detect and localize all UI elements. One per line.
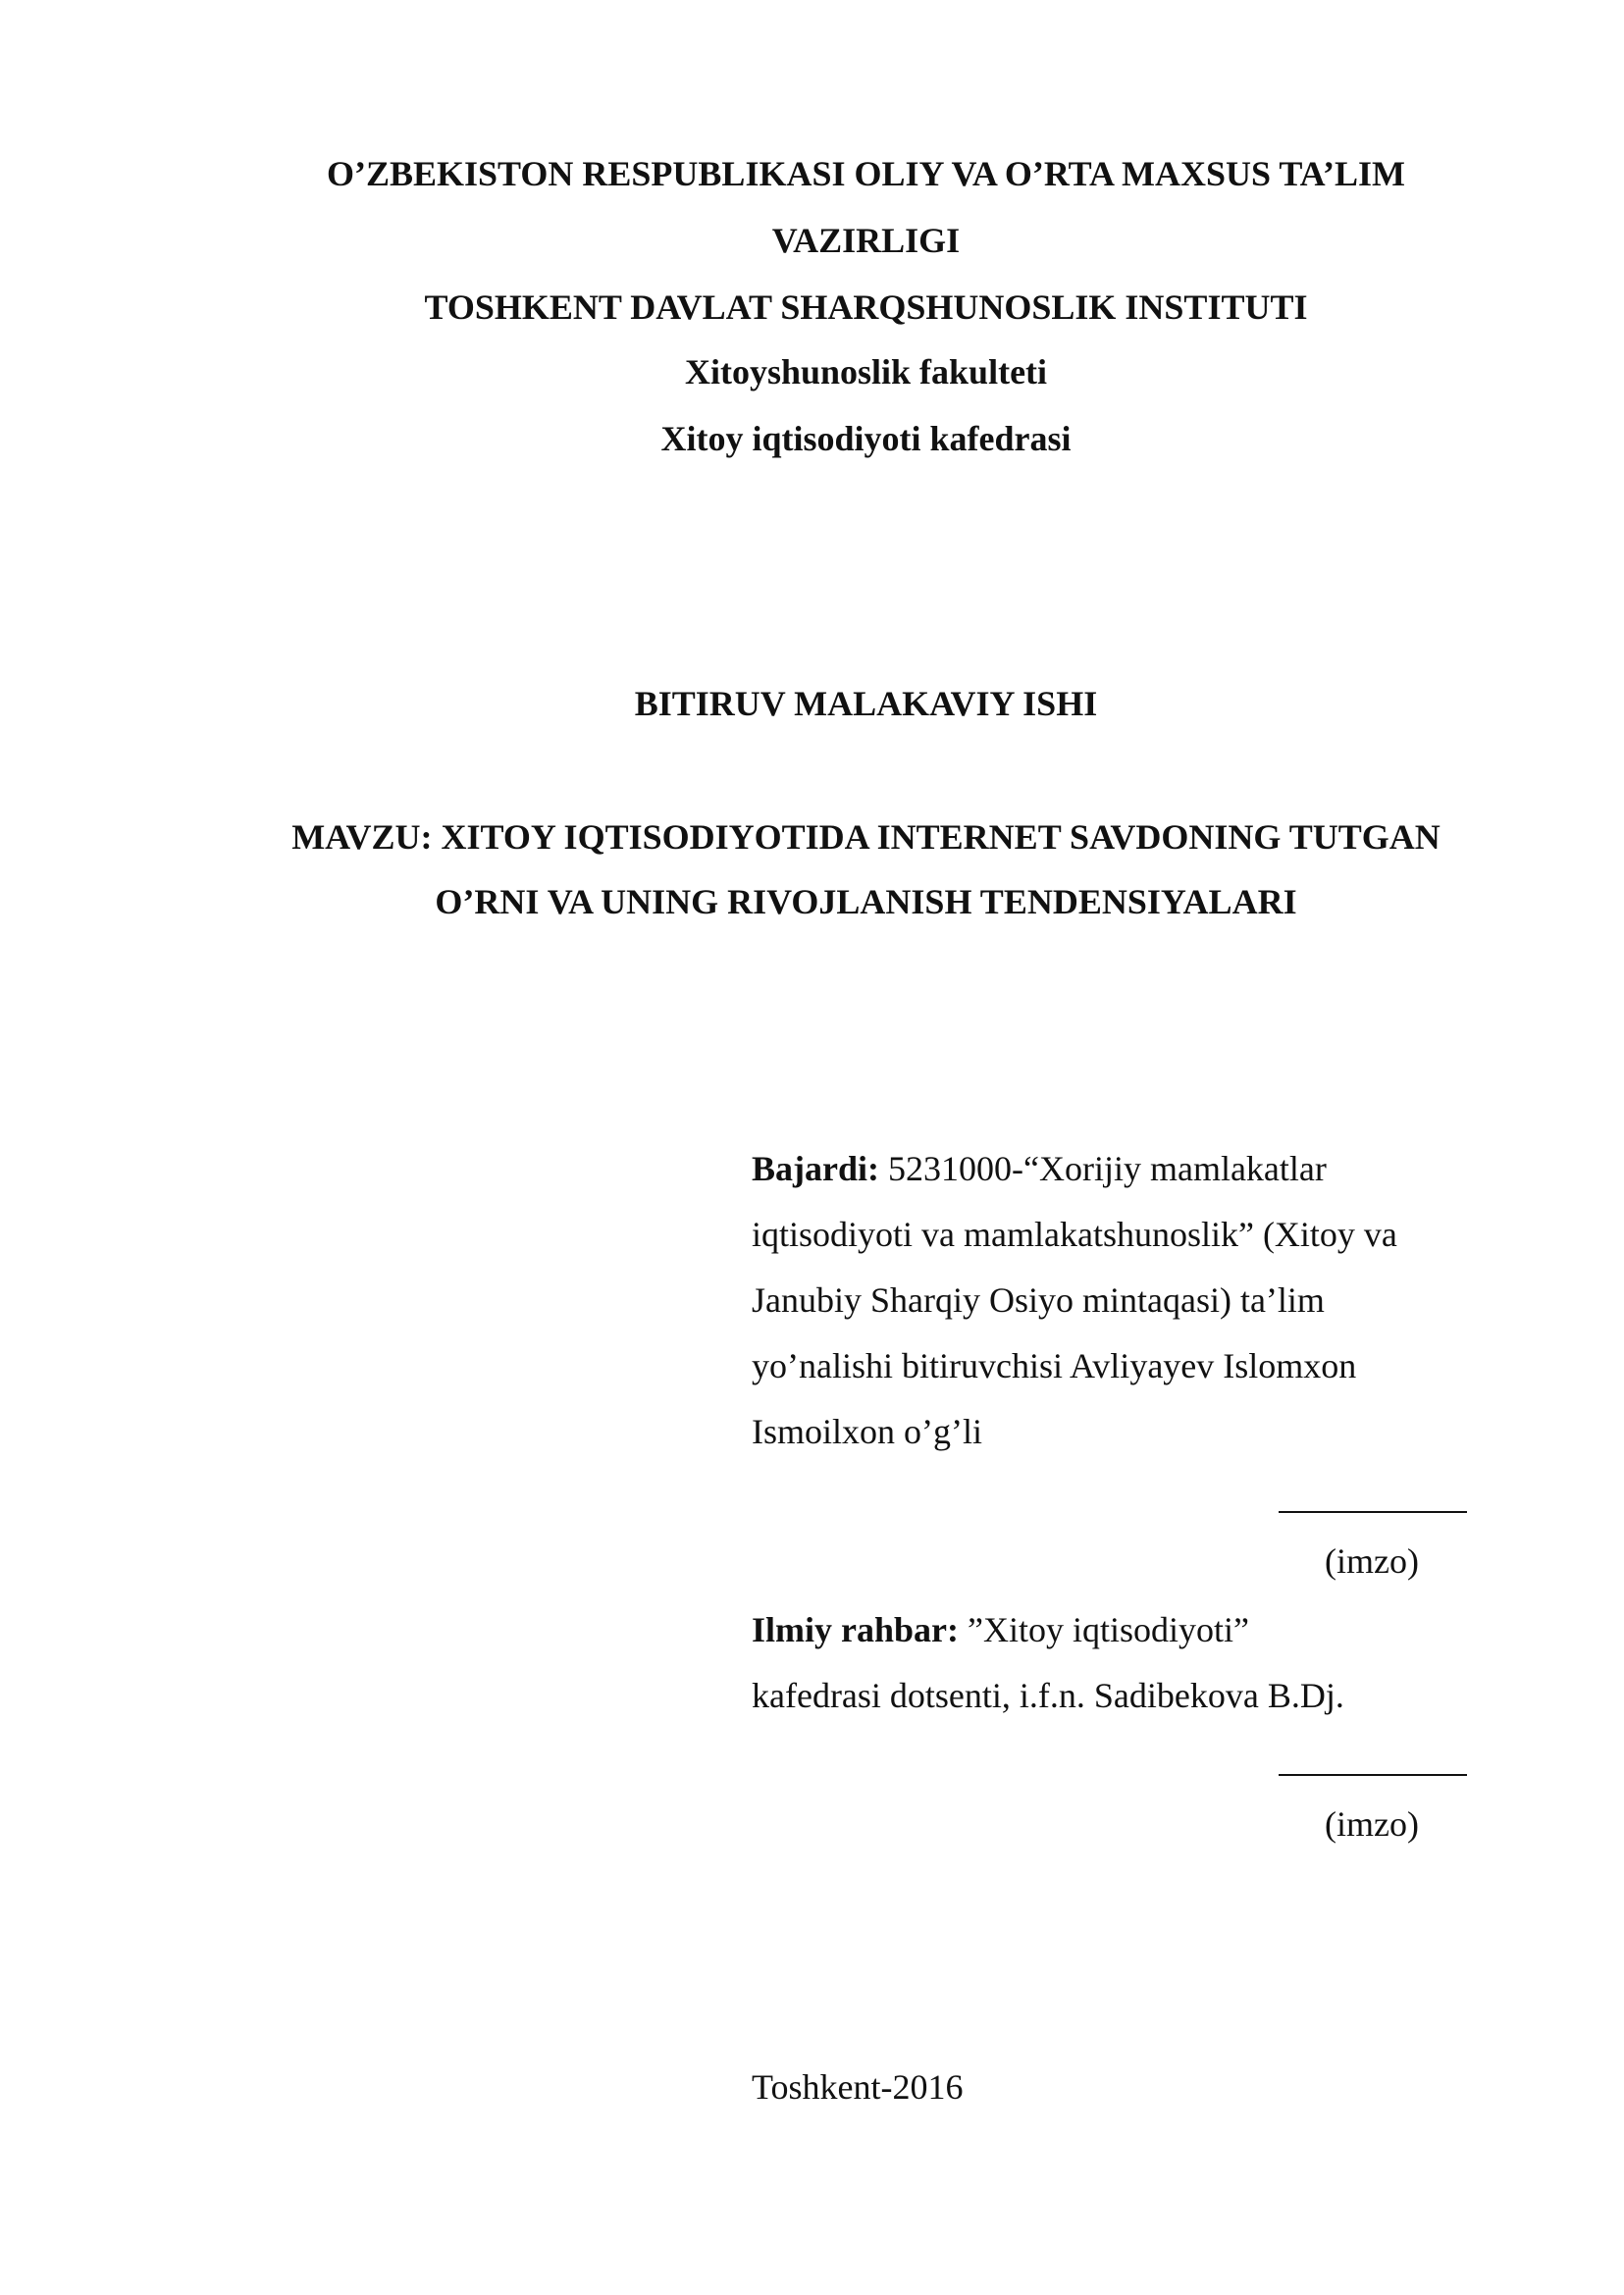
author-line-3: Janubiy Sharqiy Osiyo mintaqasi) ta’lim (752, 1280, 1325, 1320)
supervisor-label: Ilmiy rahbar: (752, 1610, 959, 1649)
faculty-name: Xitoyshunoslik fakulteti (684, 352, 1048, 391)
author-label: Bajardi: (752, 1149, 879, 1188)
ministry-line-1: O’ZBEKISTON RESPUBLIKASI OLIY VA O’RTA MAXSUS TA’LIM (326, 154, 1405, 193)
author-block (752, 1136, 1488, 1465)
supervisor-text-1: ”Xitoy iqtisodiyoti” (959, 1610, 1249, 1649)
author-line-2: iqtisodiyoti va mamlakatshunoslik” (Xitoy va (752, 1215, 1397, 1254)
supervisor-block (752, 1597, 1488, 1729)
supervisor-signature-caption: (imzo) (1325, 1804, 1419, 1844)
author-text-1: 5231000-“Xorijiy mamlakatlar (879, 1149, 1327, 1188)
author-line-4: yo’nalishi bitiruvchisi Avliyayev Islomxon (752, 1346, 1357, 1385)
author-signature-caption: (imzo) (1325, 1541, 1419, 1581)
supervisor-line-1 (752, 1597, 1488, 1663)
supervisor-signature-line (1279, 1774, 1467, 1776)
department-name: Xitoy iqtisodiyoti kafedrasi (660, 419, 1072, 458)
topic-line-2: O’RNI VA UNING RIVOJLANISH TENDENSIYALARI (435, 882, 1297, 921)
ministry-line-2: VAZIRLIGI (771, 221, 961, 260)
institute-name: TOSHKENT DAVLAT SHARQSHUNOSLIK INSTITUTI (424, 287, 1308, 327)
city-year: Toshkent-2016 (752, 2067, 964, 2107)
topic-line-1: MAVZU: XITOY IQTISODIYOTIDA INTERNET SAVDONING TUTGAN (291, 817, 1441, 857)
author-line-1 (752, 1136, 1488, 1202)
author-signature-line (1279, 1511, 1467, 1513)
author-line-5: Ismoilxon o’g’li (752, 1412, 982, 1451)
supervisor-line-2: kafedrasi dotsenti, i.f.n. Sadibekova B.Dj. (752, 1676, 1344, 1715)
work-type: BITIRUV MALAKAVIY ISHI (634, 684, 1098, 723)
